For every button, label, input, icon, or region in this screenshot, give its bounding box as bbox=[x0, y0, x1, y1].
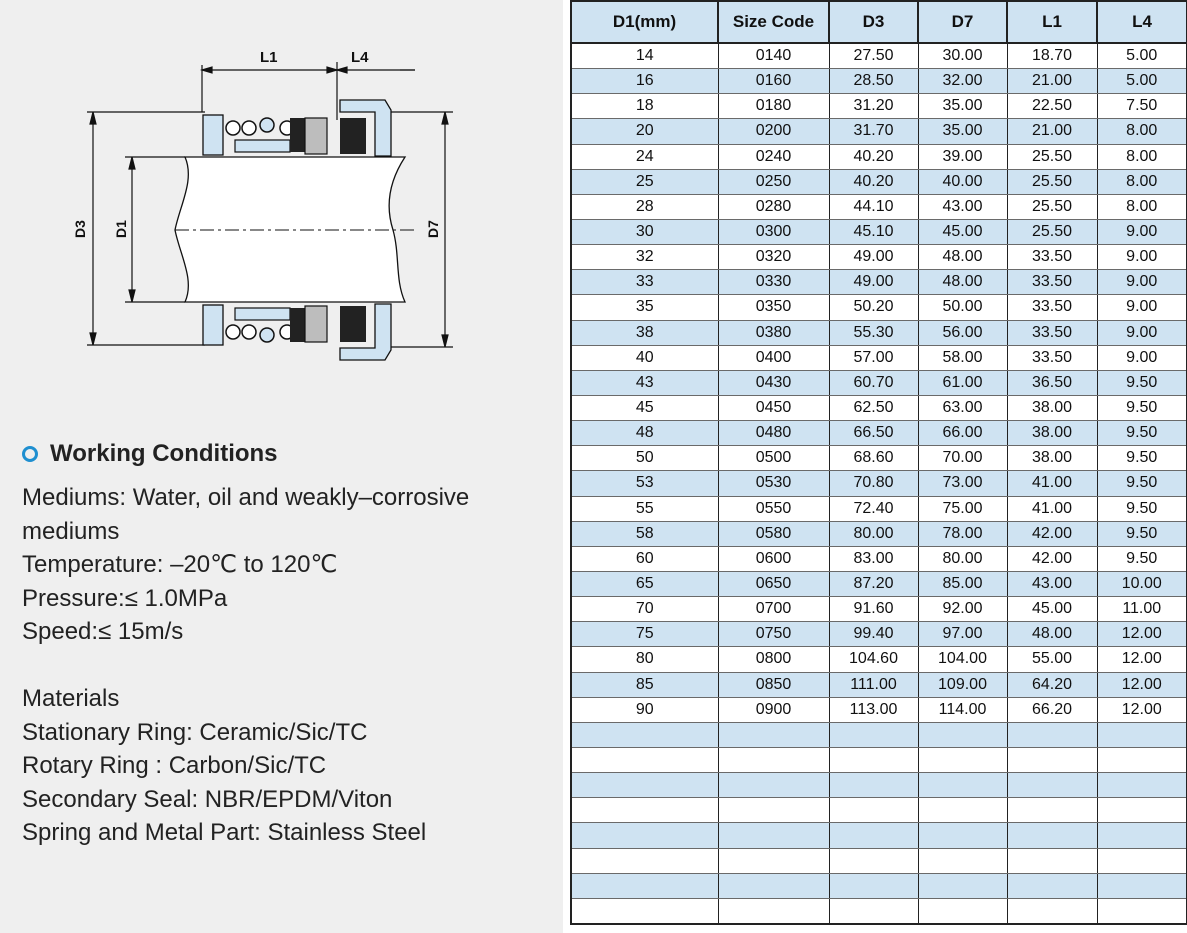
table-cell bbox=[918, 798, 1007, 823]
table-cell: 109.00 bbox=[918, 672, 1007, 697]
table-cell bbox=[571, 898, 718, 924]
table-cell: 60 bbox=[571, 546, 718, 571]
table-cell: 40.20 bbox=[829, 144, 918, 169]
table-cell bbox=[918, 722, 1007, 747]
table-cell: 41.00 bbox=[1007, 471, 1097, 496]
table-cell: 10.00 bbox=[1097, 571, 1187, 596]
table-cell: 66.20 bbox=[1007, 697, 1097, 722]
table-cell: 7.50 bbox=[1097, 94, 1187, 119]
table-cell bbox=[829, 722, 918, 747]
table-row bbox=[571, 471, 1187, 496]
table-row bbox=[571, 395, 1187, 420]
table-cell bbox=[571, 798, 718, 823]
table-row bbox=[571, 295, 1187, 320]
table-row bbox=[571, 370, 1187, 395]
table-cell: 31.70 bbox=[829, 119, 918, 144]
table-cell: 8.00 bbox=[1097, 194, 1187, 219]
materials-heading: Materials bbox=[22, 685, 120, 712]
table-row bbox=[571, 672, 1187, 697]
table-cell: 25.50 bbox=[1007, 194, 1097, 219]
table-cell bbox=[1007, 773, 1097, 798]
table-cell: 0320 bbox=[718, 245, 829, 270]
table-cell: 0530 bbox=[718, 471, 829, 496]
table-cell bbox=[1007, 722, 1097, 747]
table-cell bbox=[918, 773, 1007, 798]
table-cell bbox=[918, 873, 1007, 898]
table-row bbox=[571, 898, 1187, 924]
table-cell bbox=[571, 848, 718, 873]
table-cell: 104.00 bbox=[918, 647, 1007, 672]
condition-pressure: Pressure:≤ 1.0MPa bbox=[22, 584, 228, 612]
table-cell: 91.60 bbox=[829, 597, 918, 622]
table-cell: 5.00 bbox=[1097, 69, 1187, 94]
table-cell bbox=[918, 747, 1007, 772]
table-cell bbox=[718, 747, 829, 772]
table-cell: 70 bbox=[571, 597, 718, 622]
table-cell: 55.00 bbox=[1007, 647, 1097, 672]
table-cell: 38.00 bbox=[1007, 421, 1097, 446]
table-cell: 49.00 bbox=[829, 270, 918, 295]
table-cell: 92.00 bbox=[918, 597, 1007, 622]
table-cell: 33.50 bbox=[1007, 345, 1097, 370]
material-rotary-ring: Rotary Ring : Carbon/Sic/TC bbox=[22, 752, 327, 779]
material-secondary-seal: Secondary Seal: NBR/EPDM/Viton bbox=[22, 785, 393, 813]
table-cell: 8.00 bbox=[1097, 144, 1187, 169]
table-cell: 0700 bbox=[718, 597, 829, 622]
table-cell: 9.50 bbox=[1097, 496, 1187, 521]
table-cell: 53 bbox=[571, 471, 718, 496]
table-cell: 0500 bbox=[718, 446, 829, 471]
table-cell: 48.00 bbox=[918, 245, 1007, 270]
table-cell bbox=[1007, 898, 1097, 924]
table-row bbox=[571, 747, 1187, 772]
table-cell: 0240 bbox=[718, 144, 829, 169]
condition-mediums: Mediums: Water, oil and weakly–corrosive mediums bbox=[22, 484, 470, 545]
table-cell: 36.50 bbox=[1007, 370, 1097, 395]
dimension-table-container bbox=[570, 0, 1187, 933]
table-cell: 0800 bbox=[718, 647, 829, 672]
table-cell bbox=[918, 898, 1007, 924]
table-cell: 55.30 bbox=[829, 320, 918, 345]
table-cell: 33.50 bbox=[1007, 295, 1097, 320]
table-cell: 32.00 bbox=[918, 69, 1007, 94]
table-row bbox=[571, 798, 1187, 823]
condition-speed: Speed:≤ 15m/s bbox=[22, 618, 184, 645]
table-cell: 9.50 bbox=[1097, 546, 1187, 571]
material-stationary-ring: Stationary Ring: Ceramic/Sic/TC bbox=[22, 718, 368, 746]
table-cell: 32 bbox=[571, 245, 718, 270]
table-cell bbox=[718, 823, 829, 848]
table-cell: 45.00 bbox=[918, 219, 1007, 244]
table-cell: 42.00 bbox=[1007, 521, 1097, 546]
table-cell: 9.00 bbox=[1097, 345, 1187, 370]
table-cell: 33.50 bbox=[1007, 270, 1097, 295]
table-cell: 0450 bbox=[718, 395, 829, 420]
table-cell: 50 bbox=[571, 446, 718, 471]
table-cell: 66.50 bbox=[829, 421, 918, 446]
table-row bbox=[571, 873, 1187, 898]
table-cell: 97.00 bbox=[918, 622, 1007, 647]
table-body bbox=[571, 43, 1187, 924]
table-cell: 48.00 bbox=[1007, 622, 1097, 647]
header-size-code: Size Code bbox=[718, 1, 829, 43]
table-cell: 55 bbox=[571, 496, 718, 521]
table-cell bbox=[829, 747, 918, 772]
table-cell: 12.00 bbox=[1097, 697, 1187, 722]
label-d1: D1 bbox=[113, 220, 129, 238]
label-l1: L1 bbox=[260, 49, 278, 66]
table-cell: 57.00 bbox=[829, 345, 918, 370]
table-cell: 12.00 bbox=[1097, 622, 1187, 647]
table-row bbox=[571, 622, 1187, 647]
table-cell: 21.00 bbox=[1007, 119, 1097, 144]
table-header-row bbox=[571, 1, 1187, 43]
table-cell: 80 bbox=[571, 647, 718, 672]
table-cell: 73.00 bbox=[918, 471, 1007, 496]
table-cell: 0900 bbox=[718, 697, 829, 722]
table-cell: 48 bbox=[571, 421, 718, 446]
header-l4: L4 bbox=[1097, 1, 1187, 43]
table-cell: 0300 bbox=[718, 219, 829, 244]
table-cell bbox=[829, 898, 918, 924]
table-row bbox=[571, 320, 1187, 345]
header-d7: D7 bbox=[918, 1, 1007, 43]
table-cell: 80.00 bbox=[918, 546, 1007, 571]
table-cell bbox=[571, 773, 718, 798]
table-row bbox=[571, 144, 1187, 169]
table-cell: 45.00 bbox=[1007, 597, 1097, 622]
table-cell: 114.00 bbox=[918, 697, 1007, 722]
table-cell: 43.00 bbox=[1007, 571, 1097, 596]
table-cell bbox=[829, 798, 918, 823]
table-cell: 8.00 bbox=[1097, 169, 1187, 194]
materials-list bbox=[22, 682, 562, 850]
table-cell: 9.00 bbox=[1097, 295, 1187, 320]
table-cell bbox=[1097, 823, 1187, 848]
table-cell bbox=[1097, 722, 1187, 747]
table-cell bbox=[918, 848, 1007, 873]
table-row bbox=[571, 722, 1187, 747]
table-row bbox=[571, 697, 1187, 722]
table-row bbox=[571, 421, 1187, 446]
table-cell: 72.40 bbox=[829, 496, 918, 521]
table-cell: 9.50 bbox=[1097, 421, 1187, 446]
table-row bbox=[571, 194, 1187, 219]
table-cell bbox=[918, 823, 1007, 848]
working-conditions-heading bbox=[22, 440, 278, 468]
table-row bbox=[571, 597, 1187, 622]
table-cell: 78.00 bbox=[918, 521, 1007, 546]
table-cell: 0850 bbox=[718, 672, 829, 697]
table-row bbox=[571, 546, 1187, 571]
label-d7: D7 bbox=[425, 220, 441, 238]
material-spring-metal: Spring and Metal Part: Stainless Steel bbox=[22, 819, 427, 846]
table-cell bbox=[829, 873, 918, 898]
table-cell: 9.50 bbox=[1097, 446, 1187, 471]
table-cell: 28.50 bbox=[829, 69, 918, 94]
table-cell: 0280 bbox=[718, 194, 829, 219]
table-cell bbox=[829, 848, 918, 873]
table-cell bbox=[1007, 873, 1097, 898]
table-cell bbox=[571, 747, 718, 772]
table-cell: 0160 bbox=[718, 69, 829, 94]
table-cell: 25 bbox=[571, 169, 718, 194]
table-cell: 70.00 bbox=[918, 446, 1007, 471]
table-cell: 40.00 bbox=[918, 169, 1007, 194]
table-cell bbox=[1007, 848, 1097, 873]
table-cell bbox=[1007, 747, 1097, 772]
table-cell: 45.10 bbox=[829, 219, 918, 244]
table-cell: 42.00 bbox=[1007, 546, 1097, 571]
table-cell: 9.00 bbox=[1097, 219, 1187, 244]
dimension-table bbox=[570, 0, 1187, 925]
table-row bbox=[571, 521, 1187, 546]
table-row bbox=[571, 823, 1187, 848]
seal-bottom bbox=[203, 304, 391, 360]
table-cell: 9.00 bbox=[1097, 245, 1187, 270]
table-cell: 0430 bbox=[718, 370, 829, 395]
condition-temperature: Temperature: –20℃ to 120℃ bbox=[22, 551, 338, 578]
table-cell: 25.50 bbox=[1007, 219, 1097, 244]
table-cell: 0200 bbox=[718, 119, 829, 144]
table-row bbox=[571, 270, 1187, 295]
table-cell: 0400 bbox=[718, 345, 829, 370]
table-row bbox=[571, 345, 1187, 370]
table-cell: 62.50 bbox=[829, 395, 918, 420]
table-cell: 25.50 bbox=[1007, 144, 1097, 169]
table-cell: 104.60 bbox=[829, 647, 918, 672]
seal-diagram bbox=[55, 40, 475, 370]
table-cell: 33.50 bbox=[1007, 320, 1097, 345]
table-cell: 16 bbox=[571, 69, 718, 94]
table-cell bbox=[1097, 848, 1187, 873]
table-cell: 85 bbox=[571, 672, 718, 697]
table-cell: 63.00 bbox=[918, 395, 1007, 420]
table-cell: 0140 bbox=[718, 43, 829, 69]
table-cell: 60.70 bbox=[829, 370, 918, 395]
table-cell bbox=[1097, 747, 1187, 772]
header-d1: D1(mm) bbox=[571, 1, 718, 43]
table-cell: 40.20 bbox=[829, 169, 918, 194]
table-cell bbox=[718, 898, 829, 924]
table-row bbox=[571, 773, 1187, 798]
table-cell: 49.00 bbox=[829, 245, 918, 270]
table-cell: 25.50 bbox=[1007, 169, 1097, 194]
table-cell: 50.00 bbox=[918, 295, 1007, 320]
table-row bbox=[571, 119, 1187, 144]
table-cell bbox=[829, 773, 918, 798]
table-cell: 31.20 bbox=[829, 94, 918, 119]
table-cell bbox=[718, 773, 829, 798]
table-cell bbox=[1097, 898, 1187, 924]
table-cell: 33 bbox=[571, 270, 718, 295]
table-cell: 12.00 bbox=[1097, 647, 1187, 672]
table-cell: 8.00 bbox=[1097, 119, 1187, 144]
table-cell: 85.00 bbox=[918, 571, 1007, 596]
table-cell bbox=[718, 798, 829, 823]
table-cell: 61.00 bbox=[918, 370, 1007, 395]
table-cell: 27.50 bbox=[829, 43, 918, 69]
table-cell: 9.50 bbox=[1097, 521, 1187, 546]
table-cell bbox=[1097, 798, 1187, 823]
table-cell: 43 bbox=[571, 370, 718, 395]
header-d3: D3 bbox=[829, 1, 918, 43]
table-cell: 41.00 bbox=[1007, 496, 1097, 521]
table-cell: 38.00 bbox=[1007, 395, 1097, 420]
table-cell: 0250 bbox=[718, 169, 829, 194]
table-row bbox=[571, 169, 1187, 194]
table-cell: 70.80 bbox=[829, 471, 918, 496]
table-cell: 9.50 bbox=[1097, 370, 1187, 395]
table-row bbox=[571, 446, 1187, 471]
table-cell: 0600 bbox=[718, 546, 829, 571]
table-cell: 38 bbox=[571, 320, 718, 345]
table-cell: 65 bbox=[571, 571, 718, 596]
table-cell: 22.50 bbox=[1007, 94, 1097, 119]
working-conditions-title: Working Conditions bbox=[50, 440, 278, 467]
table-cell: 30.00 bbox=[918, 43, 1007, 69]
table-cell: 18.70 bbox=[1007, 43, 1097, 69]
table-cell: 0480 bbox=[718, 421, 829, 446]
label-d3: D3 bbox=[72, 220, 88, 238]
table-row bbox=[571, 94, 1187, 119]
table-cell bbox=[571, 823, 718, 848]
table-cell: 9.00 bbox=[1097, 270, 1187, 295]
table-cell: 11.00 bbox=[1097, 597, 1187, 622]
table-cell: 35 bbox=[571, 295, 718, 320]
table-cell bbox=[718, 873, 829, 898]
table-cell: 50.20 bbox=[829, 295, 918, 320]
table-row bbox=[571, 43, 1187, 69]
table-cell: 9.00 bbox=[1097, 320, 1187, 345]
table-cell: 87.20 bbox=[829, 571, 918, 596]
table-cell: 0330 bbox=[718, 270, 829, 295]
table-cell: 0550 bbox=[718, 496, 829, 521]
table-cell: 48.00 bbox=[918, 270, 1007, 295]
table-cell: 12.00 bbox=[1097, 672, 1187, 697]
table-cell: 75.00 bbox=[918, 496, 1007, 521]
table-cell: 38.00 bbox=[1007, 446, 1097, 471]
table-cell: 0750 bbox=[718, 622, 829, 647]
table-cell: 58 bbox=[571, 521, 718, 546]
table-cell: 35.00 bbox=[918, 94, 1007, 119]
table-row bbox=[571, 496, 1187, 521]
table-cell: 33.50 bbox=[1007, 245, 1097, 270]
table-cell: 24 bbox=[571, 144, 718, 169]
table-cell: 9.50 bbox=[1097, 395, 1187, 420]
table-row bbox=[571, 219, 1187, 244]
table-cell: 14 bbox=[571, 43, 718, 69]
table-row bbox=[571, 571, 1187, 596]
table-cell bbox=[829, 823, 918, 848]
table-row bbox=[571, 69, 1187, 94]
table-cell: 44.10 bbox=[829, 194, 918, 219]
table-cell: 0580 bbox=[718, 521, 829, 546]
table-cell: 40 bbox=[571, 345, 718, 370]
table-cell: 30 bbox=[571, 219, 718, 244]
table-cell: 58.00 bbox=[918, 345, 1007, 370]
table-row bbox=[571, 245, 1187, 270]
table-cell bbox=[1097, 773, 1187, 798]
table-cell bbox=[571, 873, 718, 898]
table-cell bbox=[718, 848, 829, 873]
table-cell: 113.00 bbox=[829, 697, 918, 722]
table-cell: 18 bbox=[571, 94, 718, 119]
circle-bullet-icon bbox=[22, 446, 38, 462]
table-cell: 43.00 bbox=[918, 194, 1007, 219]
table-cell: 9.50 bbox=[1097, 471, 1187, 496]
table-cell: 21.00 bbox=[1007, 69, 1097, 94]
table-cell: 99.40 bbox=[829, 622, 918, 647]
table-cell: 80.00 bbox=[829, 521, 918, 546]
table-cell: 39.00 bbox=[918, 144, 1007, 169]
table-row bbox=[571, 848, 1187, 873]
table-cell: 20 bbox=[571, 119, 718, 144]
header-l1: L1 bbox=[1007, 1, 1097, 43]
table-cell: 5.00 bbox=[1097, 43, 1187, 69]
table-cell bbox=[718, 722, 829, 747]
left-panel bbox=[0, 0, 563, 933]
table-cell bbox=[571, 722, 718, 747]
table-cell: 28 bbox=[571, 194, 718, 219]
table-cell: 68.60 bbox=[829, 446, 918, 471]
table-cell bbox=[1007, 798, 1097, 823]
table-cell: 0380 bbox=[718, 320, 829, 345]
table-row bbox=[571, 647, 1187, 672]
table-cell: 0180 bbox=[718, 94, 829, 119]
table-cell: 56.00 bbox=[918, 320, 1007, 345]
table-cell: 83.00 bbox=[829, 546, 918, 571]
table-cell bbox=[1007, 823, 1097, 848]
table-cell: 66.00 bbox=[918, 421, 1007, 446]
table-cell bbox=[1097, 873, 1187, 898]
table-cell: 45 bbox=[571, 395, 718, 420]
label-l4: L4 bbox=[351, 49, 369, 66]
table-cell: 90 bbox=[571, 697, 718, 722]
table-cell: 75 bbox=[571, 622, 718, 647]
table-cell: 64.20 bbox=[1007, 672, 1097, 697]
table-cell: 0650 bbox=[718, 571, 829, 596]
table-cell: 35.00 bbox=[918, 119, 1007, 144]
seal-top bbox=[203, 100, 391, 156]
working-conditions-list bbox=[22, 481, 562, 649]
table-cell: 0350 bbox=[718, 295, 829, 320]
table-cell: 111.00 bbox=[829, 672, 918, 697]
